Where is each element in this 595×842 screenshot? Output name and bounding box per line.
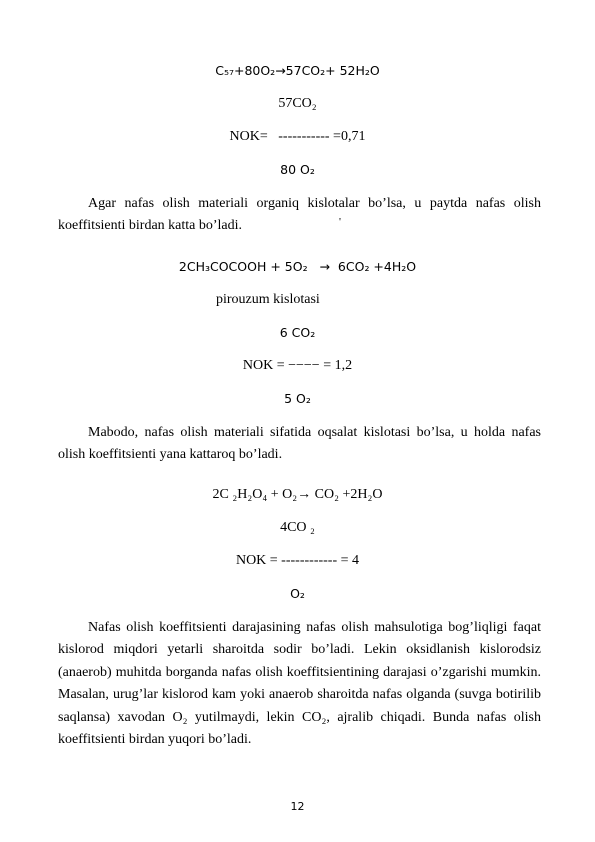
equation-1-numerator: 57CO₂ bbox=[278, 96, 317, 111]
paragraph-3: Nafas olish koeffitsienti darajasining nafas olish mahsulotiga bog’liqligi faqat kislorod miqdori yetarli sharoitda sodir bo’ladi. Lekin oksidlanish kislorodsiz (anaerob) muhitda borganda nafas olish koeffitsientining darajasi o’zgarishi mumkin. Masalan, urug’lar kislorod kam yoki anaerob sharoitda nafas olganda (suvga botirilib saqlansa) xavodan O₂ yutilmaydi, lekin CO₂, ajralib chiqadi. Bunda nafas olish koeffitsienti birdan yuqori bo’ladi. bbox=[58, 620, 541, 748]
stray-tick-mark: ' bbox=[339, 216, 341, 228]
paragraph-1: Agar nafas olish materiali organiq kislotalar bo’lsa, u paytda nafas olish koeffitsienti birdan katta bo’ladi. bbox=[58, 196, 541, 234]
equation-2-nok: NOK = −−−− = 1,2 bbox=[242, 358, 353, 373]
equation-2-denominator: 5 O₂ bbox=[284, 391, 311, 406]
equation-3-numerator: 4CO ₂ bbox=[280, 520, 315, 535]
paragraph-2: Mabodo, nafas olish materiali sifatida oqsalat kislotasi bo’lsa, u holda nafas olish koeffitsienti yana kattaroq bo’ladi. bbox=[58, 425, 541, 463]
equation-2-numerator: 6 CO₂ bbox=[279, 325, 316, 340]
equation-1: C₅₇+80O₂→57CO₂+ 52H₂O bbox=[215, 63, 380, 78]
equation-3: 2C ₂H₂O₄ + O₂→ CO₂ +2H₂O bbox=[212, 487, 383, 502]
equation-1-nok: NOK= ----------- =0,71 bbox=[229, 129, 366, 144]
equation-3-nok: NOK = ------------ = 4 bbox=[235, 553, 360, 568]
equation-2-label: pirouzum kislotasi bbox=[216, 292, 320, 307]
equation-2: 2CH₃COCOOH + 5O₂ → 6CO₂ +4H₂O bbox=[178, 259, 417, 274]
equation-3-denominator: O₂ bbox=[290, 586, 305, 601]
equation-1-denominator: 80 O₂ bbox=[280, 162, 315, 177]
page-number: 12 bbox=[290, 800, 305, 813]
